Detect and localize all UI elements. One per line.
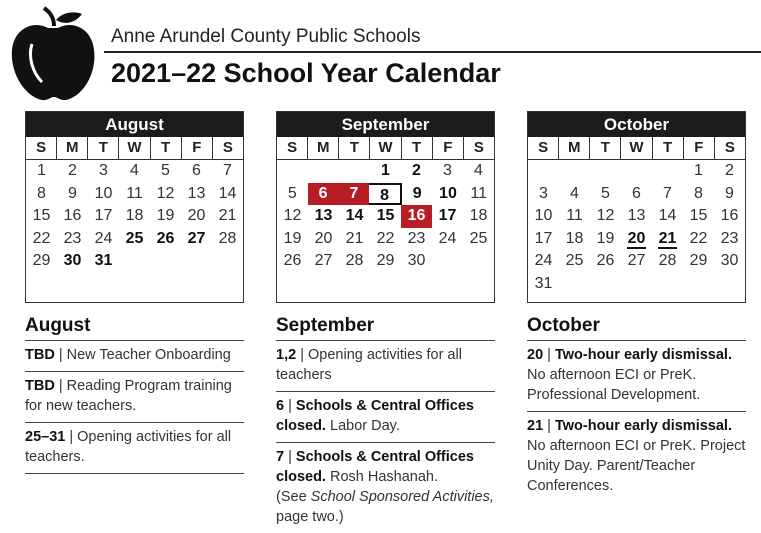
weekday-header <box>26 137 243 160</box>
week-row <box>26 183 243 206</box>
event-bold-text: Two-hour early dismissal. <box>554 347 732 363</box>
weekday-header <box>277 137 494 160</box>
event-text: Opening activities for all teachers <box>276 347 462 383</box>
apple-logo-icon <box>4 6 102 104</box>
day-cell: 20 <box>314 229 333 247</box>
day-cell: 4 <box>570 184 579 202</box>
day-cell: 27 <box>314 252 333 269</box>
header-divider <box>104 51 761 53</box>
day-cell: 26 <box>596 252 615 269</box>
day-cell: 4 <box>130 162 139 179</box>
event-date: TBD <box>25 347 55 363</box>
week-row <box>528 250 745 273</box>
day-cell: 2 <box>68 162 77 179</box>
weekday-label: T <box>589 137 620 159</box>
event-text: Reading Program training for new teachers. <box>25 378 232 414</box>
day-cell: 12 <box>156 184 175 202</box>
day-cell: 28 <box>658 252 677 269</box>
weekday-label: T <box>87 137 118 159</box>
week-row <box>528 183 745 206</box>
events-section-title: August <box>25 315 91 336</box>
day-cell: 1 <box>37 162 46 179</box>
day-cell: 7 <box>338 183 369 206</box>
calendar-grid <box>26 160 243 273</box>
day-cell: 29 <box>376 252 395 269</box>
empty-day-cell <box>621 160 652 183</box>
divider <box>25 473 244 474</box>
day-cell: 27 <box>627 252 646 269</box>
day-cell: 2 <box>412 162 421 179</box>
day-cell: 30 <box>63 252 82 269</box>
weekday-label: S <box>714 137 745 159</box>
day-cell: 26 <box>156 229 175 247</box>
day-cell: 20 <box>627 229 646 247</box>
empty-day-cell <box>559 273 590 296</box>
calendar-grid <box>277 160 494 273</box>
event-item: 6 | Schools & Central Offices closed. Labor Day. <box>276 391 495 442</box>
week-row <box>277 183 494 206</box>
empty-day-cell <box>528 160 559 183</box>
day-cell: 30 <box>720 252 739 269</box>
weekday-label: F <box>181 137 212 159</box>
events-october <box>527 312 746 502</box>
day-cell: 21 <box>658 229 677 247</box>
week-row <box>528 273 745 296</box>
event-date: 25–31 <box>25 429 66 445</box>
day-cell: 9 <box>412 184 422 202</box>
calendar-grid <box>528 160 745 295</box>
day-cell: 28 <box>218 229 237 247</box>
weekday-label: S <box>212 137 243 159</box>
day-cell: 5 <box>287 184 297 202</box>
weekday-header <box>528 137 745 160</box>
week-row <box>277 160 494 183</box>
empty-day-cell <box>150 250 181 273</box>
event-item: TBD | New Teacher Onboarding <box>25 340 244 371</box>
empty-day-cell <box>590 160 621 183</box>
event-item: 7 | Schools & Central Offices closed. Rosh Hashanah. (See School Sponsored Activities, page two.) <box>276 442 495 533</box>
event-date: 20 <box>527 347 544 363</box>
event-item: 21 | Two-hour early dismissal. No afternoon ECI or PreK. Project Unity Day. Parent/Teacher Conferences. <box>527 411 746 502</box>
day-cell: 3 <box>539 184 548 202</box>
event-note-suffix: page two.) <box>276 509 344 525</box>
day-cell: 25 <box>565 252 584 269</box>
day-cell: 6 <box>308 183 339 206</box>
weekday-label: F <box>432 137 463 159</box>
week-row <box>277 205 494 228</box>
weekday-label: M <box>56 137 87 159</box>
day-cell: 16 <box>63 207 82 224</box>
weekday-label: F <box>683 137 714 159</box>
day-cell: 19 <box>156 207 175 224</box>
event-item: 1,2 | Opening activities for all teachers <box>276 340 495 391</box>
day-cell: 21 <box>345 229 364 247</box>
day-cell: 7 <box>223 162 232 179</box>
day-cell: 8 <box>37 184 46 202</box>
event-note-prefix: (See <box>276 489 311 505</box>
day-cell: 31 <box>534 274 553 292</box>
empty-day-cell <box>432 250 463 273</box>
day-cell: 11 <box>126 184 143 202</box>
event-date: 1,2 <box>276 347 297 363</box>
day-cell: 6 <box>632 184 641 202</box>
day-cell: 11 <box>470 184 487 202</box>
day-cell: 17 <box>94 207 113 224</box>
day-cell: 14 <box>345 207 364 224</box>
week-row <box>277 250 494 273</box>
day-cell: 4 <box>474 162 483 179</box>
event-item: 20 | Two-hour early dismissal. No afternoon ECI or PreK. Professional Development. <box>527 340 746 411</box>
day-cell: 17 <box>438 207 457 224</box>
day-cell: 14 <box>218 184 237 202</box>
day-cell: 24 <box>438 229 457 247</box>
organization-name: Anne Arundel County Public Schools <box>111 26 421 47</box>
page-title: 2021–22 School Year Calendar <box>111 58 501 88</box>
day-cell: 14 <box>658 207 677 224</box>
event-date: 6 <box>276 398 285 414</box>
day-cell: 29 <box>689 252 708 269</box>
day-cell: 10 <box>534 207 553 224</box>
events-section-title: September <box>276 315 375 336</box>
day-cell: 1 <box>381 162 390 179</box>
weekday-label: S <box>463 137 494 159</box>
day-cell: 30 <box>407 252 426 269</box>
event-date: 21 <box>527 418 544 434</box>
weekday-label: W <box>118 137 149 159</box>
empty-day-cell <box>590 273 621 296</box>
events-september <box>276 312 495 533</box>
calendar-september <box>276 111 495 303</box>
empty-day-cell <box>119 250 150 273</box>
weekday-label: M <box>307 137 338 159</box>
week-row <box>26 228 243 251</box>
calendar-month-title: August <box>26 112 243 137</box>
empty-day-cell <box>559 160 590 183</box>
day-cell: 10 <box>439 184 457 202</box>
empty-day-cell <box>652 273 683 296</box>
day-cell: 6 <box>192 162 201 179</box>
day-cell: 11 <box>566 207 583 224</box>
day-cell: 15 <box>689 207 708 224</box>
event-note-italic: School Sponsored Activities, <box>310 489 494 505</box>
event-text: Rosh Hashanah. <box>330 469 439 485</box>
event-bold-text: Schools & Central Offices closed. <box>276 398 474 434</box>
event-text: Opening activities for all teachers. <box>25 429 232 465</box>
day-cell: 19 <box>283 229 302 247</box>
calendar-august <box>25 111 244 303</box>
day-cell: 27 <box>187 229 206 247</box>
empty-day-cell <box>212 250 243 273</box>
weekday-label: W <box>369 137 400 159</box>
day-cell: 12 <box>283 207 302 224</box>
day-cell: 9 <box>725 184 734 202</box>
day-cell: 28 <box>345 252 364 269</box>
week-row <box>26 205 243 228</box>
empty-day-cell <box>652 160 683 183</box>
weekday-label: T <box>401 137 432 159</box>
day-cell: 19 <box>596 229 615 247</box>
empty-day-cell <box>339 160 370 183</box>
day-cell: 25 <box>469 229 488 247</box>
day-cell: 13 <box>627 207 646 224</box>
weekday-label: M <box>558 137 589 159</box>
day-cell: 9 <box>68 184 77 202</box>
event-text: No afternoon ECI or PreK. Professional Development. <box>527 367 701 403</box>
day-cell: 16 <box>720 207 739 224</box>
day-cell: 3 <box>443 162 452 179</box>
empty-day-cell <box>181 250 212 273</box>
week-row <box>26 250 243 273</box>
day-cell: 21 <box>218 207 237 224</box>
day-cell: 31 <box>94 252 113 269</box>
event-item: TBD | Reading Program training for new teachers. <box>25 371 244 422</box>
event-date: TBD <box>25 378 55 394</box>
empty-day-cell <box>621 273 652 296</box>
day-cell: 13 <box>187 184 206 202</box>
day-cell: 23 <box>407 229 426 247</box>
day-cell: 24 <box>534 252 553 269</box>
weekday-label: T <box>150 137 181 159</box>
day-cell: 18 <box>125 207 144 224</box>
day-cell: 12 <box>596 207 615 224</box>
weekday-label: S <box>287 139 298 156</box>
day-cell: 13 <box>314 207 333 224</box>
event-text: Labor Day. <box>330 418 400 434</box>
weekday-label: T <box>652 137 683 159</box>
week-row <box>26 160 243 183</box>
day-cell: 5 <box>601 184 610 202</box>
day-cell: 10 <box>94 184 113 202</box>
empty-day-cell <box>463 250 494 273</box>
day-cell: 22 <box>376 229 395 247</box>
weekday-label: S <box>36 139 47 156</box>
week-row <box>528 160 745 183</box>
event-bold-text: Two-hour early dismissal. <box>554 418 732 434</box>
calendar-october <box>527 111 746 303</box>
day-cell: 18 <box>469 207 488 224</box>
event-date: 7 <box>276 449 285 465</box>
day-cell: 7 <box>663 184 672 202</box>
day-cell: 20 <box>187 207 206 224</box>
day-cell: 23 <box>720 229 739 247</box>
calendar-month-title: October <box>528 112 745 137</box>
day-cell: 5 <box>161 162 170 179</box>
event-text: No afternoon ECI or PreK. Project Unity Day. Parent/Teacher Conferences. <box>527 438 746 494</box>
event-item: 25–31 | Opening activities for all teachers. <box>25 422 244 473</box>
empty-day-cell <box>308 160 339 183</box>
events-section-title: October <box>527 315 600 336</box>
day-cell: 22 <box>689 229 708 247</box>
empty-day-cell <box>683 273 714 296</box>
weekday-label: S <box>538 139 549 156</box>
day-cell: 29 <box>32 252 51 269</box>
events-august <box>25 312 244 474</box>
weekday-label: W <box>620 137 651 159</box>
week-row <box>528 205 745 228</box>
day-cell: 24 <box>94 229 113 247</box>
weekday-label: T <box>338 137 369 159</box>
day-cell: 26 <box>283 252 302 269</box>
day-cell: 8 <box>694 184 703 202</box>
day-cell: 2 <box>725 162 734 179</box>
week-row <box>528 228 745 251</box>
calendar-month-title: September <box>277 112 494 137</box>
day-cell: 8 <box>369 183 402 206</box>
day-cell: 25 <box>125 229 144 247</box>
day-cell: 18 <box>565 229 584 247</box>
day-cell: 15 <box>32 207 51 224</box>
empty-day-cell <box>277 160 308 183</box>
day-cell: 1 <box>694 162 703 179</box>
week-row <box>277 228 494 251</box>
event-text: New Teacher Onboarding <box>66 347 231 363</box>
day-cell: 23 <box>63 229 82 247</box>
day-cell: 15 <box>376 207 395 224</box>
event-bold-text: Schools & Central Offices closed. <box>276 449 474 485</box>
day-cell: 17 <box>534 229 553 247</box>
day-cell: 22 <box>32 229 51 247</box>
empty-day-cell <box>714 273 745 296</box>
day-cell: 3 <box>99 162 108 179</box>
day-cell: 16 <box>401 205 432 228</box>
